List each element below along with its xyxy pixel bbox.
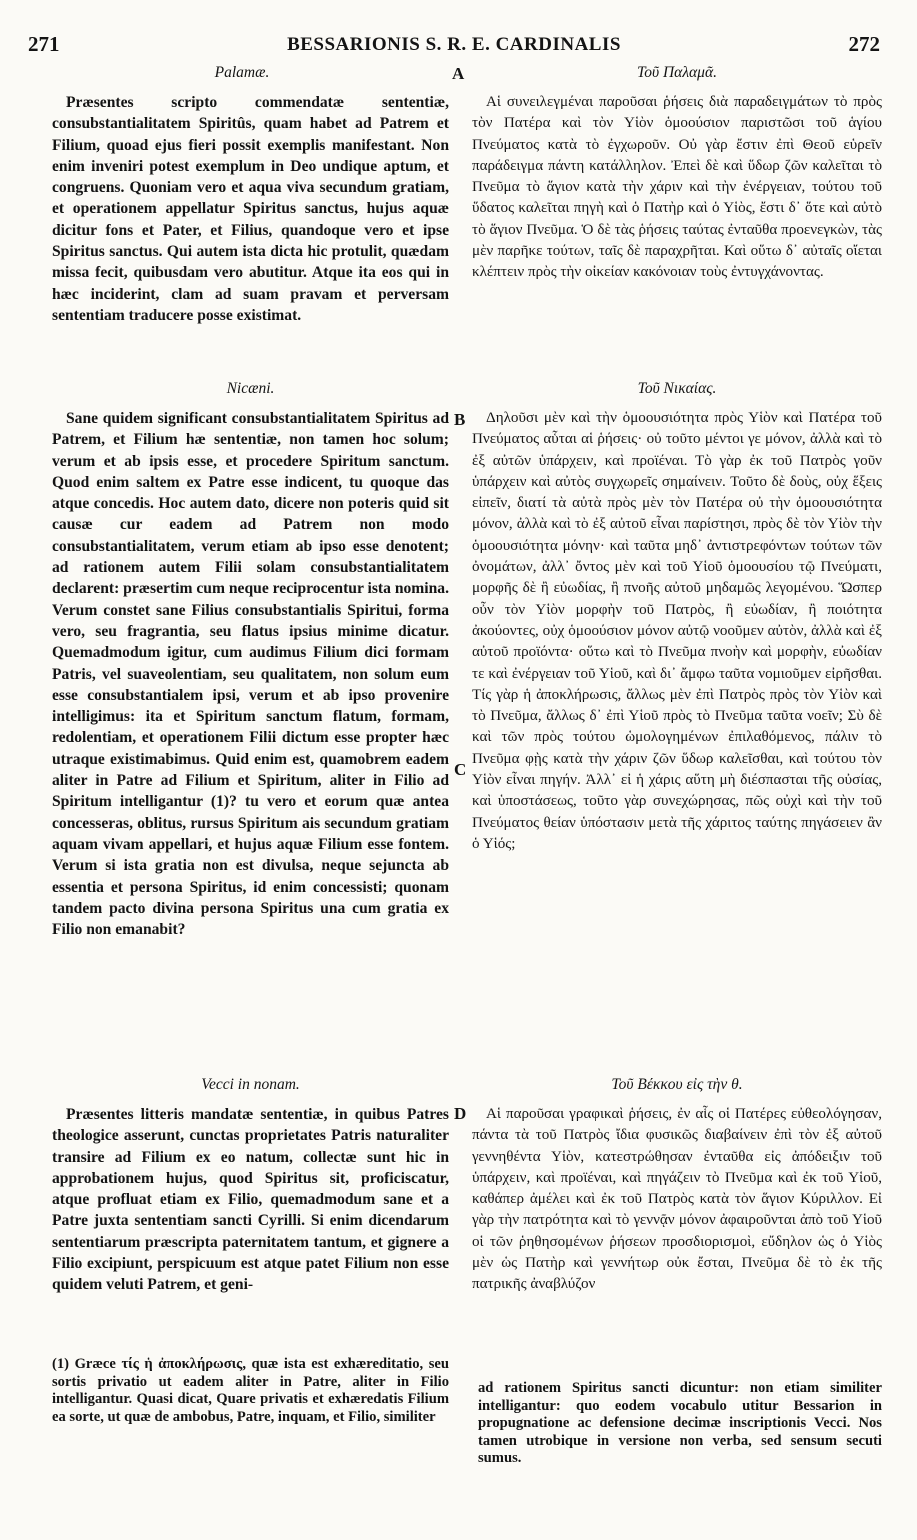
footnote-right [478, 1380, 882, 1468]
latin-paragraph: Sane quidem significant consubstantialitatem Spiritus ad Patrem, et Filium hæ sententiæ, non tamen hoc solum; verum et ab ipsis esse, et procedere Spiritum sanctum. Quod enim saltem ex Patre esse indicent, tu quoque das atque concedis. Hoc autem dato, dicere non poteris quid sit causæ cur eadem ad Patrem non modo consubstantialitatem, verum etiam ab ipso esse denotent; ad rationem autem Filii solam consubstantialitatem declarent: præsertim cum neque reciprocentur ista nomina. Verum constet sane Filius consubstantialis Spiritui, forma vero, seu fragrantia, seu flatus ipsius minime dicatur. Quemadmodum igitur, cum audimus Filium dici formam Patris, vel suaveolentiam, seu qualitatem, non solum eum esse consubstantialem ipsi, verum et ab ipso provenire intelligimus: ita et Spiritum sanctum flatum, formam, redolentiam, et operationem Filii dictum esse propter hæc utraque existimabimus. Quid enim est, quamobrem eadem aliter in Patre ad Filium et Spiritum, aliter in Filio ad Spiritum intelligantur (1)? tu vero et eorum quæ antea concesseras, oblitus, rursus Spiritum ais secundum gratiam aquam vivam appellari, et hujus aquæ Filium esse fontem. Verum si ista gratia non est divulsa, neque sejuncta ab essentia et persona Spiritus, id enim concessisti; quonam tandem pacto divina persona Spiritus una cum gratia ex Filio non emanabit? [52, 410, 449, 939]
margin-marker-a: A [452, 64, 465, 83]
greek-text-column [472, 408, 882, 855]
footnote-left [52, 1356, 449, 1426]
section-heading-latin: Palamæ. [214, 64, 270, 81]
section-heading-greek: Τοῦ Βέκκου εἰς τὴν θ. [611, 1076, 743, 1093]
section-heading-greek: Τοῦ Νικαίας. [637, 380, 717, 397]
greek-paragraph: Δηλοῦσι μὲν καὶ τὴν ὁμοουσιότητα πρὸς Υἱὸν καὶ Πατέρα τοῦ Πνεύματος αὗται αἱ ῥήσεις· οὐ τοῦτο μέντοι γε μόνον, ἀλλὰ καὶ τὸ ἐξ αὐτῶν ὑπάρχειν, καὶ προϊέναι. Τὸ γὰρ ἐκ τοῦ Πατρὸς γοῦν ὑπάρχειν καὶ αὐτὸς συγχωρεῖς σημαίνειν. Τοῦτο δὲ δοὺς, οὐχ ἕξεις εἰπεῖν, διατί τὰ αὐτὰ πρὸς μὲν τὸν Πατέρα οὐ τὴν ὁμοουσιότητα μόνον, ἀλλὰ καὶ τὸ ἐξ αὐτοῦ εἶναι παρίστησι, πρὸς δὲ τὸν Υἱὸν τὴν ὁμοουσιότητα μόνην· καὶ ταῦτα μηδ᾽ ἀντιστρεφόντων τούτων τῶν ὀνομάτων, ἀλλ᾽ ὄντος μὲν καὶ τοῦ Υἱοῦ ὁμοουσίου τῷ Πνεύματι, μορφῆς δὲ ἢ εὐωδίας, ἢ πνοῆς αὐτοῦ μηδαμῶς λεγομένου. Ὥσπερ οὖν τὸν Υἱὸν μορφὴν τοῦ Πατρὸς, ἢ εὐωδίαν, ἢ ποιότητα ἀκούοντες, οὐχ ὁμοούσιον μόνον αὐτῷ νοοῦμεν αὐτὸν, ἀλλὰ καὶ ἐξ αὐτοῦ προϊόντα· οὕτω καὶ τὸ Πνεῦμα πνοὴν καὶ μορφὴν, εὐωδίαν τε καὶ ἐνέργειαν τοῦ Υἱοῦ, καὶ δι᾽ ἄμφω ταῦτα νομιοῦμεν εἰρῆσθαι. Τίς γὰρ ἡ ἀποκλήρωσις, ἄλλως μὲν ἐπὶ Πατρὸς πρὸς τὸν Υἱὸν καὶ τὸ Πνεῦμα, ἄλλως δ᾽ ἐπὶ Υἱοῦ πρὸς τὸ Πνεῦμα ταῦτα νοεῖν; Σὺ δὲ καὶ τῶν πρὸς τούτου ὡμολογημένων ἐπιλαθόμενος, πάλιν τὸ Πνεῦμα φῂς κατὰ τὴν χάριν ζῶν ὕδωρ καλεῖσθαι, καὶ τούτου τὸν Υἱὸν εἶναι πηγήν. Ἀλλ᾽ εἰ ἡ χάρις αὕτη μὴ διέσπασται τῆς οὐσίας, καὶ ὑποστάσεως, τοῦτο γὰρ συνεχώρησας, πῶς οὐχὶ καὶ τὴν τοῦ Πνεύματος θείαν ὑπόστασιν μετὰ τῆς χάριτος ταύτης πηγάσειεν ἂν ὁ Υἱός; [472, 410, 882, 852]
section-heading-greek: Τοῦ Παλαμᾶ. [637, 64, 717, 81]
running-header [28, 32, 880, 58]
latin-text-column [52, 92, 449, 326]
section-heading-latin: Nicæni. [226, 380, 275, 397]
page-number-right: 272 [848, 32, 880, 56]
margin-marker-b: B [454, 410, 466, 429]
footnote-text: ad rationem Spiritus sancti dicuntur: non etiam similiter intelligantur: quo eodem vocabulo utitur Bessarion in propugnatione ac defensione decimæ inscriptionis Vecci. Nos tamen utrobique in versione non verba, sed sensum secuti sumus. [478, 1380, 882, 1467]
footnote-text: (1) Græce τίς ἡ ἀποκλήρωσις, quæ ista est exhæreditatio, seu sortis privatio ut eadem aliter in Patre, aliter in Filio intelligantur. Quasi dicat, Quare privatis et exhæredatis Filium ea sorte, ut quæ de ambobus, Patre, inquam, et Filio, similiter [52, 1356, 449, 1425]
section-heading-latin: Vecci in nonam. [201, 1076, 300, 1093]
latin-paragraph: Præsentes litteris mandatæ sententiæ, in quibus Patres theologice asserunt, cunctas proprietates Patris naturaliter transire ad Filium ex eo natum, collectæ sunt hic in approbationem hujus, quod Spiritus sit, proficiscatur, atque profluat etiam ex Filio, quemadmodum sane et a Patre juxta sententiam sancti Cyrilli. Si enim dicendarum sententiarum præscripta paternitatem tantum, et gignere a Filio excipiunt, perspicuum est atque patet Filium non esse quidem veluti Patrem, et geni- [52, 1106, 449, 1294]
running-title: BESSARIONIS S. R. E. CARDINALIS [287, 34, 621, 55]
page-number-left: 271 [28, 32, 60, 56]
greek-paragraph: Αἱ παροῦσαι γραφικαὶ ῥήσεις, ἐν αἷς οἱ Πατέρες εὐθεολόγησαν, πάντα τὰ τοῦ Πατρὸς ἴδια φυσικῶς διαβαίνειν ἐπὶ τὸν ἐξ αὐτοῦ γεννηθέντα Υἱὸν, κατεστρώθησαν ἐνταῦθα εἰς ἀπόδειξιν τοῦ ὑπάρχειν, καὶ προϊέναι, καὶ πηγάζειν τὸ Πνεῦμα καὶ ἐκ τοῦ Υἱοῦ, καθάπερ ἀμέλει καὶ ἐκ τοῦ Πατρὸς κατὰ τὸν ἅγιον Κύριλλον. Εἰ γὰρ τὴν πατρότητα καὶ τὸ γεννᾷν μόνον ἀφαιροῦνται ἀπὸ τοῦ Υἱοῦ οἱ τῶν ῥηθησομένων ῥήσεων προσδιορισμοὶ, εὔδηλον ὡς ὁ Υἱὸς μὲν ὡς Πατὴρ καὶ γεννήτωρ οὐκ ἔσται, Πνεῦμα δὲ τὸ ἐκ τῆς πατρικῆς ἀναβλύζον [472, 1106, 882, 1293]
latin-paragraph: Præsentes scripto commendatæ sententiæ, consubstantialitatem Spiritûs, quam habet ad Patrem et Filium, quoad ejus fieri possit exemplis manifestant. Non enim inveniri potest exemplum in Deo undique aptum, et congruens. Quoniam vero et aqua viva secundum gratiam, et operationem appellatur Spiritus sanctus, hujus aquæ dicitur fons et Pater, et Filius, quandoque vero et ipse Spiritus sanctus. Qui autem ista dicta hic protulit, quædam missa fecit, quibusdam vero abutitur. Atque ita eos qui in hæc inciderint, clam ad suam pravam et perversam sententiam traducere posse existimat. [52, 94, 449, 324]
greek-text-column [472, 1104, 882, 1296]
greek-text-column [472, 92, 882, 284]
greek-paragraph: Αἱ συνειλεγμέναι παροῦσαι ῥήσεις διὰ παραδειγμάτων τὸ πρὸς τὸν Πατέρα καὶ τὸν Υἱὸν ὁμοούσιον παριστῶσι τοῦ ἁγίου Πνεύματος κατὰ τὸ ἐγχωροῦν. Οὐ γὰρ ἔστιν ἐπὶ Θεοῦ εὑρεῖν παράδειγμα πάντη κατάλληλον. Ἐπεὶ δὲ καὶ ὕδωρ ζῶν καλεῖται τὸ Πνεῦμα τὸ ἅγιον κατὰ τὴν χάριν καὶ τὴν ἐνέργειαν, τούτου τοῦ ὕδατος καλεῖται πηγὴ καὶ ὁ Πατὴρ καὶ ὁ Υἱὸς, ἔστι δ᾽ ὅτε καὶ αὐτὸ τὸ ἅγιον Πνεῦμα. Ὁ δὲ τὰς ῥήσεις ταύτας ἐνταῦθα προενεγκὼν, τὰς μὲν παρῆκε τούτων, ταῖς δὲ παραχρῆται. Καὶ οὕτω δ᾽ αὐταῖς οἴεται κλέπτειν πρὸς τὴν οἰκείαν κακόνοιαν τοὺς ἐντυγχάνοντας. [472, 94, 882, 281]
margin-marker-c: C [454, 760, 467, 779]
latin-text-column [52, 408, 449, 940]
margin-marker-d: D [454, 1104, 467, 1123]
latin-text-column [52, 1104, 449, 1296]
